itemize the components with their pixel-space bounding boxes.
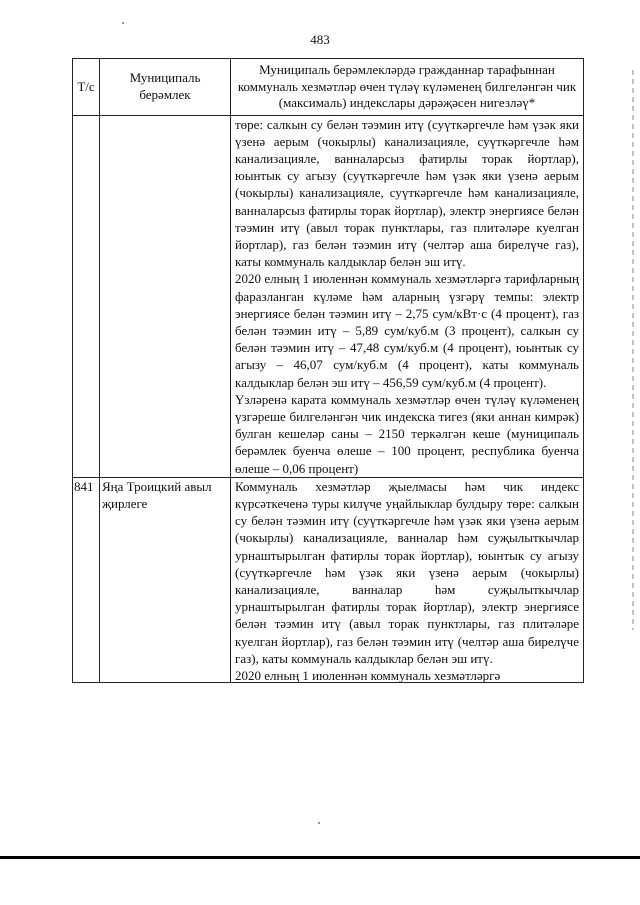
justification-paragraph: төре: салкын су белән тәэмин итү (суүткәргечле һәм үзәк яки үзенә аерым (чокырлы) канализацияле, суүткәргечле һәм канализацияле, ванналарсыз фатирлы торак йортлар), юынтык су агызу (суүткәргечле һәм үзәк яки үзенә аерым (чокырлы) канализацияле, суүткәргечле һәм канализацияле, ванналарсыз фатирлы торак йортлар), электр энергиясе белән тәэмин итү (авыл торак пунктлары, газ плитәләре куелган йортлар), газ белән тәэмин итү (челтәр аша бирелүче газ), каты коммуналь калдыклар белән эш итү. <box>235 116 579 270</box>
justification-paragraph-cut: 2020 елның 1 июленнән коммуналь хезмәтләргә <box>235 668 501 682</box>
bottom-scan-border <box>0 856 640 859</box>
scan-speck <box>122 22 124 24</box>
header-municipality: Муниципаль берәмлек <box>100 59 231 116</box>
header-row-number: Т/с <box>73 59 100 116</box>
scan-edge-mark <box>632 70 634 630</box>
municipality-cell <box>100 115 231 477</box>
table-row <box>73 115 584 477</box>
row-number-cell: 841 <box>73 477 100 682</box>
justification-paragraph: Коммуналь хезмәтләр җыелмасы һәм чик индекс күрсәткеченә туры килүче уңайлыклар булдыру төре: салкын су белән тәэмин итү (суүткәргечле һәм үзәк яки үзенә аерым (чокырлы) канализацияле, ванналар һәм суҗылыткычлар урнаштырылган фатирлы торак йортлар), юынтык су агызу (суүткәргечле һәм үзәк яки үзенә аерым (чокырлы) канализацияле, ванналар һәм суҗылыткычлар урнаштырылган фатирлы торак йортлар), электр энергиясе белән тәэмин итү (авыл торак пунктлары, газ плитәләре куелган йортлар), газ белән тәэмин итү (челтәр аша бирелүче газ), каты коммуналь калдыклар белән эш итү. <box>235 478 579 666</box>
justification-paragraph: Үзләренә карата коммуналь хезмәтләр өчен түләү күләменең үзгәреше билгеләнгән чик индекска тигез (яки аннан кимрәк) булган кешеләр саны – 2150 теркәлгән кеше (муниципаль берәмлек буенча өлеше – 100 процент, республика буенча өлеше – 0,06 процент) <box>235 391 579 476</box>
table-header-row <box>73 59 584 116</box>
justification-cell <box>231 477 584 682</box>
page-number: 483 <box>310 32 330 47</box>
header-justification: Муниципаль берәмлекләрдә гражданнар тарафыннан коммуналь хезмәтләр өчен түләү күләменең билгеләнгән чик (максималь) индекслары дәрәҗәсен нигезләү* <box>231 59 584 116</box>
municipality-cell: Яңа Троицкий авыл җирлеге <box>100 477 231 682</box>
tariff-index-table <box>72 58 584 683</box>
table-row <box>73 477 584 682</box>
scan-speck <box>318 822 320 824</box>
row-number-cell <box>73 115 100 477</box>
justification-cell <box>231 115 584 477</box>
justification-paragraph: 2020 елның 1 июленнән коммуналь хезмәтләргә тарифларның фаразланган күләме һәм аларның үзгәрү темпы: электр энергиясе белән тәэмин итү – 2,75 сум/кВт·с (4 процент), газ белән тәэмин итү – 5,89 сум/куб.м (3 процент), салкын су белән тәэмин итү – 47,48 сум/куб.м (4 процент), юынтык су агызу – 46,07 сум/куб.м (4 процент), каты коммуналь калдыклар белән эш итү – 456,59 сум/куб.м (4 процент). <box>235 271 579 390</box>
